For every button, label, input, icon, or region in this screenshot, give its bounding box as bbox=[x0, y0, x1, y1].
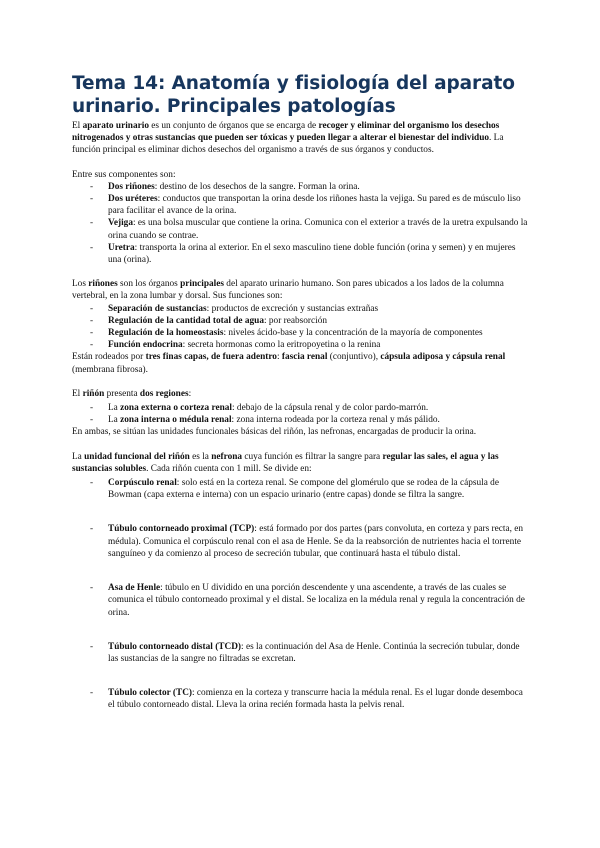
list-item bbox=[72, 181, 528, 193]
item-term: Túbulo colector (TC) bbox=[108, 688, 193, 699]
item-pre: La bbox=[108, 403, 121, 414]
components-lead: Entre sus componentes son: bbox=[72, 169, 176, 180]
item-term: Dos uréteres bbox=[108, 194, 158, 205]
item-term: Túbulo contorneado distal (TCD) bbox=[108, 641, 242, 652]
list-item bbox=[72, 523, 528, 560]
bold-text: regular las sales, el agua y las sustancias solubles bbox=[72, 451, 499, 474]
text: Los bbox=[72, 279, 89, 290]
text: El bbox=[72, 388, 83, 399]
item-text: : zona interna rodeada por la corteza renal y más pálido. bbox=[231, 415, 440, 426]
item-text: : niveles ácido-base y la concentración de la mayoría de componentes bbox=[223, 328, 483, 339]
list-item bbox=[72, 402, 528, 414]
list-item bbox=[72, 414, 528, 426]
item-term: Vejiga bbox=[108, 218, 133, 229]
components-list bbox=[72, 181, 528, 266]
item-text: : transporta la orina al exterior. En el sexo masculino tiene doble función (orina y semen) y en mujeres una (orina). bbox=[108, 242, 516, 266]
bold-text: principales bbox=[180, 279, 224, 290]
text: es un conjunto de órganos que se encarga de bbox=[148, 121, 319, 131]
bold-text: nefrona bbox=[211, 451, 243, 462]
bold-text: unidad funcional del riñón bbox=[84, 451, 190, 462]
document-page bbox=[72, 72, 528, 734]
text: es la bbox=[189, 451, 212, 462]
kidneys-paragraph bbox=[72, 278, 528, 302]
text: (membrana fibrosa). bbox=[72, 364, 148, 375]
bold-text: riñón bbox=[82, 388, 105, 399]
intro-paragraph bbox=[72, 120, 528, 157]
item-term: Separación de sustancias bbox=[108, 303, 207, 314]
text: presenta bbox=[104, 388, 140, 399]
nephron-parts-list bbox=[72, 477, 528, 711]
text: : bbox=[188, 388, 192, 399]
item-text: : es la continuación del Asa de Henle. Continúa la secreción tubular, donde las sustancias de la sangre no filtradas se excretan. bbox=[108, 641, 520, 664]
bold-text: riñones bbox=[88, 279, 118, 290]
text: son los órganos bbox=[117, 279, 181, 290]
item-term: zona externa o corteza renal bbox=[120, 403, 233, 414]
bold-text: aparato urinario bbox=[82, 121, 149, 131]
list-item bbox=[72, 327, 528, 339]
list-item bbox=[72, 303, 528, 315]
text: Están rodeados por bbox=[72, 352, 146, 363]
regions-list bbox=[72, 402, 528, 426]
bold-text: fascia renal bbox=[281, 352, 328, 363]
item-term: Corpúsculo renal bbox=[108, 478, 177, 489]
nephron-paragraph bbox=[72, 451, 528, 475]
text: del aparato urinario humano. Son pares ubicados a los lados de la columna vertebral, en la zona lumbar y dorsal. Sus funciones son: bbox=[72, 279, 504, 302]
item-text: : destino de los desechos de la sangre. Forman la orina. bbox=[154, 181, 360, 192]
list-item bbox=[72, 217, 528, 241]
text: El bbox=[72, 121, 83, 131]
list-item bbox=[72, 477, 528, 501]
text: La bbox=[72, 451, 85, 462]
text: (conjuntivo), bbox=[327, 352, 381, 363]
item-text: : túbulo en U dividido en una porción descendente y una ascendente, a través de las cuales se comunica el túbulo contorneado proximal y el distal. Se localiza en la médula renal y regula la concentración de orina. bbox=[108, 583, 525, 618]
regions-after: En ambas, se sitúan las unidades funcionales básicas del riñón, las nefronas, encargadas de producir la orina. bbox=[72, 427, 477, 438]
item-text: : debajo de la cápsula renal y de color pardo-marrón. bbox=[232, 403, 429, 414]
text: cuya función es filtrar la sangre para bbox=[242, 451, 383, 462]
item-term: Asa de Henle bbox=[108, 583, 161, 594]
item-text: : solo está en la corteza renal. Se compone del glomérulo que se rodea de la cápsula de Bowman (capa externa e interna) con un espacio urinario (entre capas) donde se filtra la sangre. bbox=[108, 478, 499, 501]
kidney-layers-paragraph bbox=[72, 351, 528, 375]
list-item bbox=[72, 641, 528, 665]
item-text: : secreta hormonas como la eritropoyetina o la renina bbox=[182, 340, 381, 351]
item-text: : por reabsorción bbox=[264, 315, 327, 326]
list-item bbox=[72, 193, 528, 217]
page-title: Tema 14: Anatomía y fisiología del aparato urinario. Principales patologías bbox=[72, 73, 515, 117]
item-term: Uretra bbox=[108, 242, 135, 253]
kidney-functions-list bbox=[72, 303, 528, 352]
list-item bbox=[72, 242, 528, 266]
text: : bbox=[276, 352, 282, 363]
bold-text: dos regiones bbox=[139, 388, 189, 399]
text: . La función principal es eliminar dichos desechos del organismo a través de sus órganos y conductos. bbox=[72, 133, 504, 156]
item-text: : conductos que transportan la orina desde los riñones hasta la vejiga. Su pared es de músculo liso para facilitar el avance de la orina. bbox=[108, 194, 521, 217]
text: . Cada riñón cuenta con 1 mill. Se divide en: bbox=[146, 463, 312, 474]
item-term: Regulación de la cantidad total de agua bbox=[108, 315, 264, 326]
list-item bbox=[72, 339, 528, 351]
bold-text: recoger y eliminar del organismo los desechos nitrogenados y otras sustancias que pueden ser tóxicas y pueden llegar a alterar el bienestar del individuo bbox=[72, 121, 500, 144]
regions-paragraph bbox=[72, 388, 528, 400]
list-item bbox=[72, 315, 528, 327]
list-item bbox=[72, 687, 528, 711]
item-term: Regulación de la homeostasis bbox=[108, 328, 224, 339]
item-text: : está formado por dos partes (pars convoluta, en corteza y pars recta, en médula). Comunica el corpúsculo renal con el asa de Henle. Se da la reabsorción de nutrientes hacia el torrente sanguíneo y da comienzo al proceso de secreción tubular, que continuará hasta el túbulo distal. bbox=[108, 524, 524, 559]
item-term: Túbulo contorneado proximal (TCP) bbox=[108, 524, 255, 535]
item-pre: La bbox=[108, 415, 121, 426]
bold-text: cápsula adiposa y cápsula renal bbox=[380, 352, 506, 363]
list-item bbox=[72, 582, 528, 619]
item-text: : productos de excreción y sustancias extrañas bbox=[206, 303, 379, 314]
item-term: Función endocrina bbox=[108, 340, 183, 351]
item-term: zona interna o médula renal bbox=[120, 415, 232, 426]
bold-text: tres finas capas, de fuera adentro bbox=[145, 352, 277, 363]
item-text: : comienza en la corteza y transcurre hacia la médula renal. Es el lugar donde desemboca el túbulo contorneado distal. Lleva la orina recién formada hasta la pelvis renal. bbox=[108, 688, 523, 711]
item-term: Dos riñones bbox=[108, 181, 155, 192]
item-text: : es una bolsa muscular que contiene la orina. Comunica con el exterior a través de la uretra expulsando la orina cuando se contrae. bbox=[108, 218, 528, 241]
